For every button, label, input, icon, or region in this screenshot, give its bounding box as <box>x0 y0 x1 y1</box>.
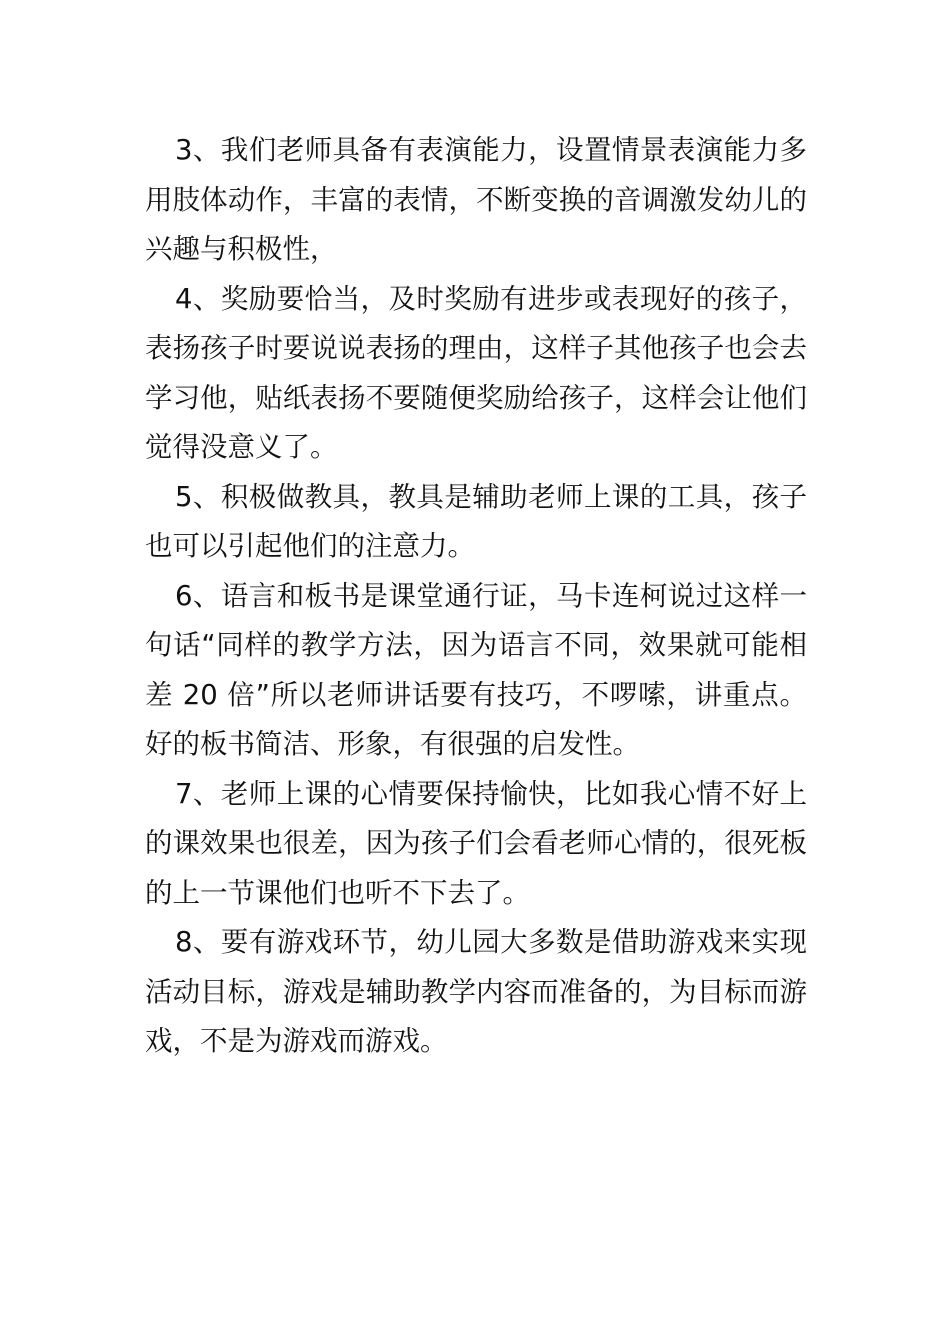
paragraph-item-7: 7、老师上课的心情要保持愉快，比如我心情不好上的课效果也很差，因为孩子们会看老师心情的，很死板的上一节课他们也听不下去了。 <box>145 777 807 909</box>
document-body <box>145 126 807 1067</box>
paragraph-item-3: 3、我们老师具备有表演能力，设置情景表演能力多用肢体动作，丰富的表情，不断变换的音调激发幼儿的兴趣与积极性， <box>145 134 807 265</box>
paragraph-item-6: 6、语言和板书是课堂通行证，马卡连柯说过这样一句话“同样的教学方法，因为语言不同，效果就可能相差 20 倍”所以老师讲话要有技巧，不啰嗦，讲重点。好的板书简洁、形象，有很强的启发性。 <box>145 579 807 760</box>
paragraph-item-5: 5、积极做教具，教具是辅助老师上课的工具，孩子也可以引起他们的注意力。 <box>145 480 807 562</box>
paragraph-item-4: 4、奖励要恰当，及时奖励有进步或表现好的孩子，表扬孩子时要说说表扬的理由，这样子其他孩子也会去学习他，贴纸表扬不要随便奖励给孩子，这样会让他们觉得没意义了。 <box>145 282 807 463</box>
paragraph-item-8: 8、要有游戏环节，幼儿园大多数是借助游戏来实现活动目标，游戏是辅助教学内容而准备的，为目标而游戏，不是为游戏而游戏。 <box>145 926 807 1057</box>
